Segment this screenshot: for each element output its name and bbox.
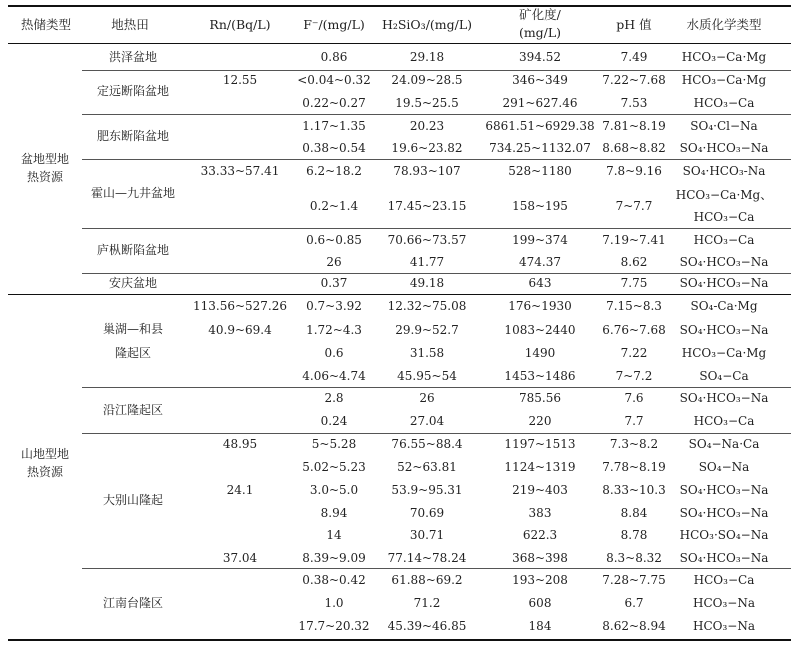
field-separator — [82, 273, 791, 274]
table-cell-si: 41.77 — [409, 255, 445, 269]
table-cell-ph: 7~7.7 — [615, 199, 653, 213]
group-label: 盆地型地 — [20, 152, 70, 166]
table-cell-si: 70.69 — [409, 506, 445, 520]
rn-value: 113.56~527.26 — [192, 299, 288, 313]
field-name: 巢湖—和县 — [102, 322, 164, 336]
table-cell-f: 3.0~5.0 — [309, 483, 359, 497]
table-cell-si: 30.71 — [409, 528, 445, 542]
table-cell-w: HCO₃−Ca·Mg — [681, 346, 767, 360]
table-cell-f: 2.8 — [324, 391, 344, 405]
table-cell-m: 158~195 — [512, 199, 568, 213]
table-cell-f: 0.24 — [320, 414, 348, 428]
table-cell-f: 5.02~5.23 — [302, 460, 366, 474]
rn-value: 40.9~69.4 — [208, 323, 272, 337]
field-separator — [82, 568, 791, 569]
field-separator — [82, 70, 791, 71]
table-cell-si: 19.5~25.5 — [395, 96, 459, 110]
table-cell-f: 17.7~20.32 — [298, 619, 370, 633]
table-cell-ph: 7.78~8.19 — [602, 460, 666, 474]
table-cell-ph: 7.53 — [620, 96, 648, 110]
rn-value: 37.04 — [222, 551, 258, 565]
table-cell-si: 61.88~69.2 — [391, 573, 463, 587]
table-cell-f: 5~5.28 — [311, 437, 357, 451]
table-cell-ph: 8.84 — [620, 506, 648, 520]
table-cell-w: SO₄·HCO₃−Na — [679, 551, 769, 565]
field-separator — [82, 228, 791, 229]
table-cell-m: 220 — [528, 414, 552, 428]
table-cell-si: 20.23 — [409, 119, 445, 133]
table-cell-m: 368~398 — [512, 551, 568, 565]
field-name: 肥东断陷盆地 — [96, 129, 170, 143]
table-cell-w-continued: HCO₃−Ca — [693, 210, 755, 224]
field-separator — [82, 159, 791, 160]
table-cell-w: SO₄·HCO₃−Na — [679, 141, 769, 155]
table-cell-w: SO₄·HCO₃−Na — [679, 255, 769, 269]
table-cell-f: 1.17~1.35 — [302, 119, 366, 133]
table-cell-f: 0.7~3.92 — [306, 299, 362, 313]
table-cell-m: 1083~2440 — [504, 323, 576, 337]
table-cell-w: HCO₃−Ca·Mg — [681, 73, 767, 87]
table-cell-ph: 7.8~9.16 — [606, 164, 662, 178]
group-label: 山地型地 — [20, 447, 70, 461]
table-cell-ph: 7.19~7.41 — [602, 233, 666, 247]
table-cell-ph: 6.76~7.68 — [602, 323, 666, 337]
table-cell-m: 184 — [528, 619, 552, 633]
table-cell-si: 52~63.81 — [397, 460, 457, 474]
field-name: 洪泽盆地 — [108, 50, 158, 64]
table-cell-w: HCO₃−Ca — [693, 414, 755, 428]
table-cell-si: 12.32~75.08 — [387, 299, 467, 313]
table-cell-ph: 8.68~8.82 — [602, 141, 666, 155]
table-cell-m: 199~374 — [512, 233, 568, 247]
table-cell-w: SO₄−Na·Ca — [688, 437, 760, 451]
table-cell-si: 27.04 — [409, 414, 445, 428]
table-cell-ph: 8.33~10.3 — [602, 483, 666, 497]
header-water-type: 水质化学类型 — [686, 17, 762, 32]
table-cell-m: 193~208 — [512, 573, 568, 587]
table-cell-f: 6.2~18.2 — [306, 164, 362, 178]
table-cell-w: SO₄·HCO₃-Na — [682, 164, 766, 178]
group-label: 热资源 — [26, 465, 64, 479]
table-cell-m: 474.37 — [519, 255, 561, 269]
table-cell-f: 26 — [326, 255, 342, 269]
table-cell-w: HCO₃−Ca — [693, 573, 755, 587]
table-cell-ph: 7~7.2 — [615, 369, 653, 383]
table-cell-m: 1453~1486 — [504, 369, 576, 383]
field-name: 定远断陷盆地 — [96, 84, 170, 98]
table-cell-f: <0.04~0.32 — [297, 73, 371, 87]
table-cell-w: HCO₃−Ca — [693, 233, 755, 247]
table-cell-w: HCO₃·SO₄−Na — [679, 528, 769, 542]
table-cell-si: 70.66~73.57 — [387, 233, 467, 247]
header-field: 地热田 — [111, 17, 149, 32]
field-name: 大别山隆起 — [102, 493, 164, 507]
table-cell-si: 49.18 — [409, 276, 445, 290]
group-label: 热资源 — [26, 170, 64, 184]
header-mineralization-unit: (mg/L) — [518, 25, 562, 40]
table-cell-m: 734.25~1132.07 — [489, 141, 591, 155]
table-cell-w: HCO₃−Ca·Mg、 — [675, 188, 773, 202]
bottom-rule — [8, 639, 791, 641]
field-name: 霍山—九井盆地 — [90, 186, 176, 200]
table-cell-f: 0.6~0.85 — [306, 233, 362, 247]
table-cell-m: 394.52 — [519, 50, 561, 64]
table-cell-f: 8.94 — [320, 506, 348, 520]
table-cell-f: 0.2~1.4 — [309, 199, 359, 213]
rn-value: 12.55 — [222, 73, 258, 87]
rn-value: 33.33~57.41 — [200, 164, 280, 178]
table-cell-si: 71.2 — [413, 596, 441, 610]
table-cell-ph: 6.7 — [624, 596, 644, 610]
table-cell-si: 29.9~52.7 — [395, 323, 459, 337]
field-separator — [82, 114, 791, 115]
rn-value: 48.95 — [222, 437, 258, 451]
table-cell-ph: 7.3~8.2 — [609, 437, 659, 451]
table-cell-ph: 7.75 — [620, 276, 648, 290]
header-type: 热储类型 — [20, 17, 72, 32]
table-cell-m: 1490 — [524, 346, 556, 360]
table-cell-w: SO₄·HCO₃−Na — [679, 483, 769, 497]
table-cell-w: SO₄·Cl−Na — [690, 119, 758, 133]
table-cell-w: SO₄-Ca·Mg — [690, 299, 758, 313]
table-cell-si: 26 — [419, 391, 435, 405]
table-cell-f: 4.06~4.74 — [302, 369, 366, 383]
table-cell-m: 528~1180 — [508, 164, 572, 178]
table-cell-w: SO₄·HCO₃−Na — [679, 276, 769, 290]
table-cell-f: 8.39~9.09 — [302, 551, 366, 565]
table-cell-m: 346~349 — [512, 73, 568, 87]
table-cell-f: 1.72~4.3 — [306, 323, 362, 337]
table-cell-ph: 8.62~8.94 — [602, 619, 666, 633]
table-cell-si: 29.18 — [409, 50, 445, 64]
table-cell-f: 0.38~0.42 — [302, 573, 366, 587]
header-rule — [8, 43, 791, 44]
rn-value: 24.1 — [226, 483, 254, 497]
table-cell-ph: 7.22 — [620, 346, 648, 360]
header-h2sio3: H₂SiO₃/(mg/L) — [381, 17, 473, 32]
table-cell-w: SO₄·HCO₃−Na — [679, 323, 769, 337]
table-cell-m: 219~403 — [512, 483, 568, 497]
table-cell-w: SO₄−Na — [698, 460, 750, 474]
table-cell-ph: 7.15~8.3 — [606, 299, 662, 313]
table-cell-ph: 7.6 — [624, 391, 644, 405]
header-fluoride: F⁻/(mg/L) — [303, 17, 365, 32]
table-cell-w: HCO₃−Ca·Mg — [681, 50, 767, 64]
table-cell-si: 24.09~28.5 — [391, 73, 463, 87]
table-cell-m: 291~627.46 — [502, 96, 578, 110]
table-cell-m: 1197~1513 — [504, 437, 576, 451]
field-separator — [82, 433, 791, 434]
table-cell-si: 78.93~107 — [393, 164, 461, 178]
table-cell-ph: 7.7 — [624, 414, 644, 428]
table-cell-ph: 7.22~7.68 — [602, 73, 666, 87]
table-cell-f: 0.6 — [324, 346, 344, 360]
header-rn: Rn/(Bq/L) — [209, 17, 271, 32]
field-name: 庐枞断陷盆地 — [96, 243, 170, 257]
field-name: 沿江隆起区 — [102, 403, 164, 417]
table-cell-w: SO₄−Ca — [699, 369, 749, 383]
table-cell-f: 0.38~0.54 — [302, 141, 366, 155]
header-ph: pH 值 — [616, 17, 652, 32]
header-mineralization: 矿化度/ — [519, 7, 561, 22]
table-cell-ph: 8.3~8.32 — [606, 551, 662, 565]
table-cell-f: 14 — [326, 528, 342, 542]
table-cell-ph: 7.28~7.75 — [602, 573, 666, 587]
table-cell-si: 45.39~46.85 — [387, 619, 467, 633]
table-cell-si: 19.6~23.82 — [391, 141, 463, 155]
table-cell-m: 6861.51~6929.38 — [485, 119, 595, 133]
table-cell-w: SO₄·HCO₃−Na — [679, 506, 769, 520]
table-cell-m: 176~1930 — [508, 299, 572, 313]
field-separator — [82, 387, 791, 388]
field-name: 江南台隆区 — [102, 596, 164, 610]
table-cell-f: 0.37 — [320, 276, 348, 290]
table-cell-ph: 7.49 — [620, 50, 648, 64]
table-cell-f: 0.22~0.27 — [302, 96, 366, 110]
table-cell-si: 31.58 — [409, 346, 445, 360]
table-cell-ph: 7.81~8.19 — [602, 119, 666, 133]
table-cell-f: 1.0 — [324, 596, 344, 610]
field-name: 安庆盆地 — [108, 276, 158, 290]
table-cell-si: 77.14~78.24 — [387, 551, 467, 565]
table-cell-ph: 8.78 — [620, 528, 648, 542]
table-cell-w: SO₄·HCO₃−Na — [679, 391, 769, 405]
field-name: 隆起区 — [114, 346, 152, 360]
table-cell-f: 0.86 — [320, 50, 348, 64]
table-cell-m: 383 — [528, 506, 552, 520]
table-cell-w: HCO₃−Ca — [693, 96, 755, 110]
table-cell-si: 45.95~54 — [397, 369, 457, 383]
table-cell-m: 643 — [528, 276, 552, 290]
table-cell-w: HCO₃−Na — [692, 619, 756, 633]
table-cell-w: HCO₃−Na — [692, 596, 756, 610]
table-cell-ph: 8.62 — [620, 255, 648, 269]
table-cell-si: 17.45~23.15 — [387, 199, 467, 213]
table-cell-si: 76.55~88.4 — [391, 437, 463, 451]
group-divider-rule — [8, 294, 791, 295]
table-cell-m: 622.3 — [522, 528, 558, 542]
table-cell-m: 608 — [528, 596, 552, 610]
table-cell-si: 53.9~95.31 — [391, 483, 463, 497]
table-cell-m: 1124~1319 — [504, 460, 576, 474]
top-rule — [8, 5, 791, 7]
table-cell-m: 785.56 — [519, 391, 561, 405]
